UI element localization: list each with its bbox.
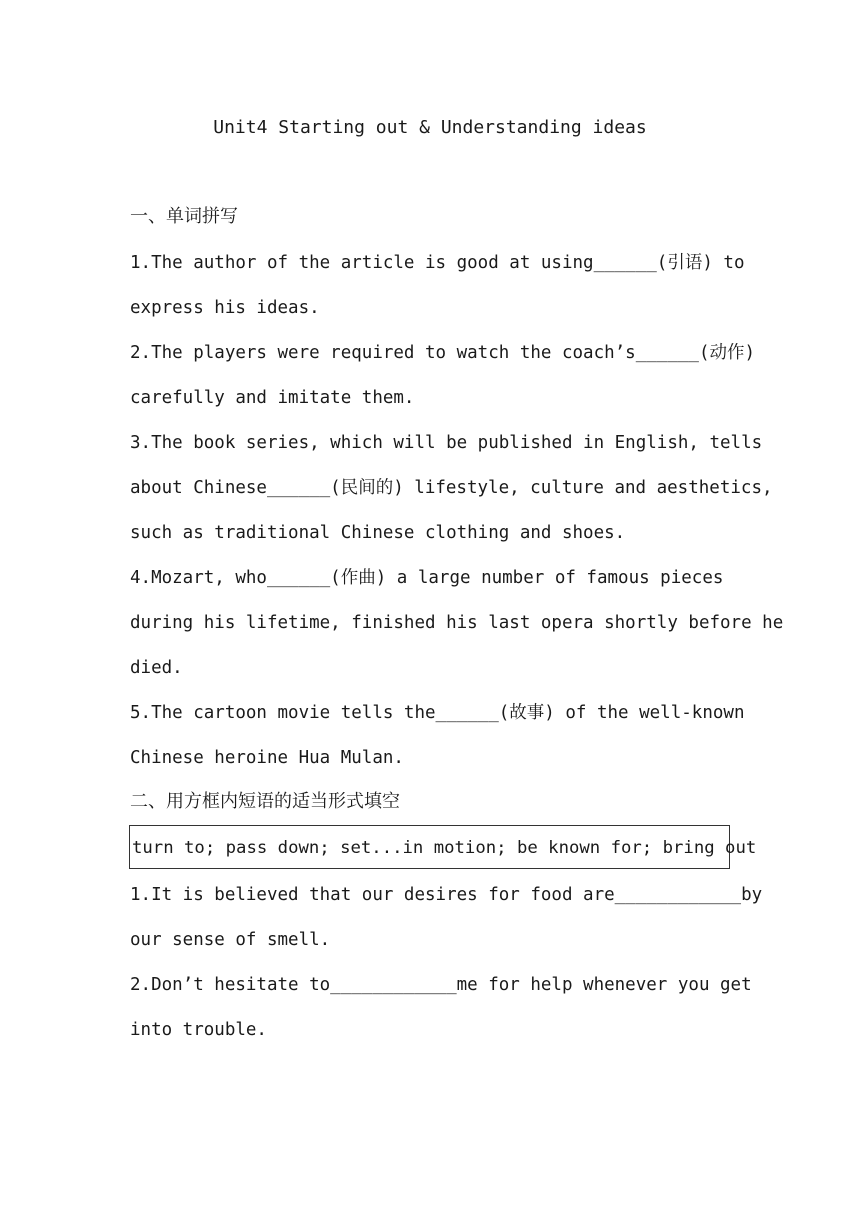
question-line: 1.It is believed that our desires for food are____________by — [130, 885, 763, 905]
question-line: such as traditional Chinese clothing and shoes. — [130, 523, 626, 543]
question-line: express his ideas. — [130, 298, 320, 318]
question-line: our sense of smell. — [130, 930, 331, 950]
question-line: died. — [130, 658, 183, 678]
question-line: during his lifetime, finished his last opera shortly before he — [130, 613, 784, 633]
question-line: 3.The book series, which will be published in English, tells — [130, 433, 763, 453]
question-line: Chinese heroine Hua Mulan. — [130, 748, 404, 768]
question-line: 1.The author of the article is good at using______(引语) to — [130, 253, 745, 273]
section2-heading: 二、用方框内短语的适当形式填空 — [130, 791, 400, 812]
question-line: about Chinese______(民间的) lifestyle, culture and aesthetics, — [130, 478, 773, 498]
question-line: into trouble. — [130, 1020, 267, 1040]
question-line: 2.The players were required to watch the coach’s______(动作) — [130, 343, 756, 363]
document-title: Unit4 Starting out & Understanding ideas — [213, 117, 647, 138]
section1-heading: 一、单词拼写 — [130, 206, 238, 227]
phrase-box-text: turn to; pass down; set...in motion; be known for; bring out — [132, 838, 757, 858]
question-line: 4.Mozart, who______(作曲) a large number of famous pieces — [130, 568, 724, 588]
question-line: carefully and imitate them. — [130, 388, 415, 408]
phrase-box — [129, 825, 757, 869]
question-line: 2.Don’t hesitate to____________me for help whenever you get — [130, 975, 752, 995]
question-line: 5.The cartoon movie tells the______(故事) of the well-known — [130, 703, 745, 723]
